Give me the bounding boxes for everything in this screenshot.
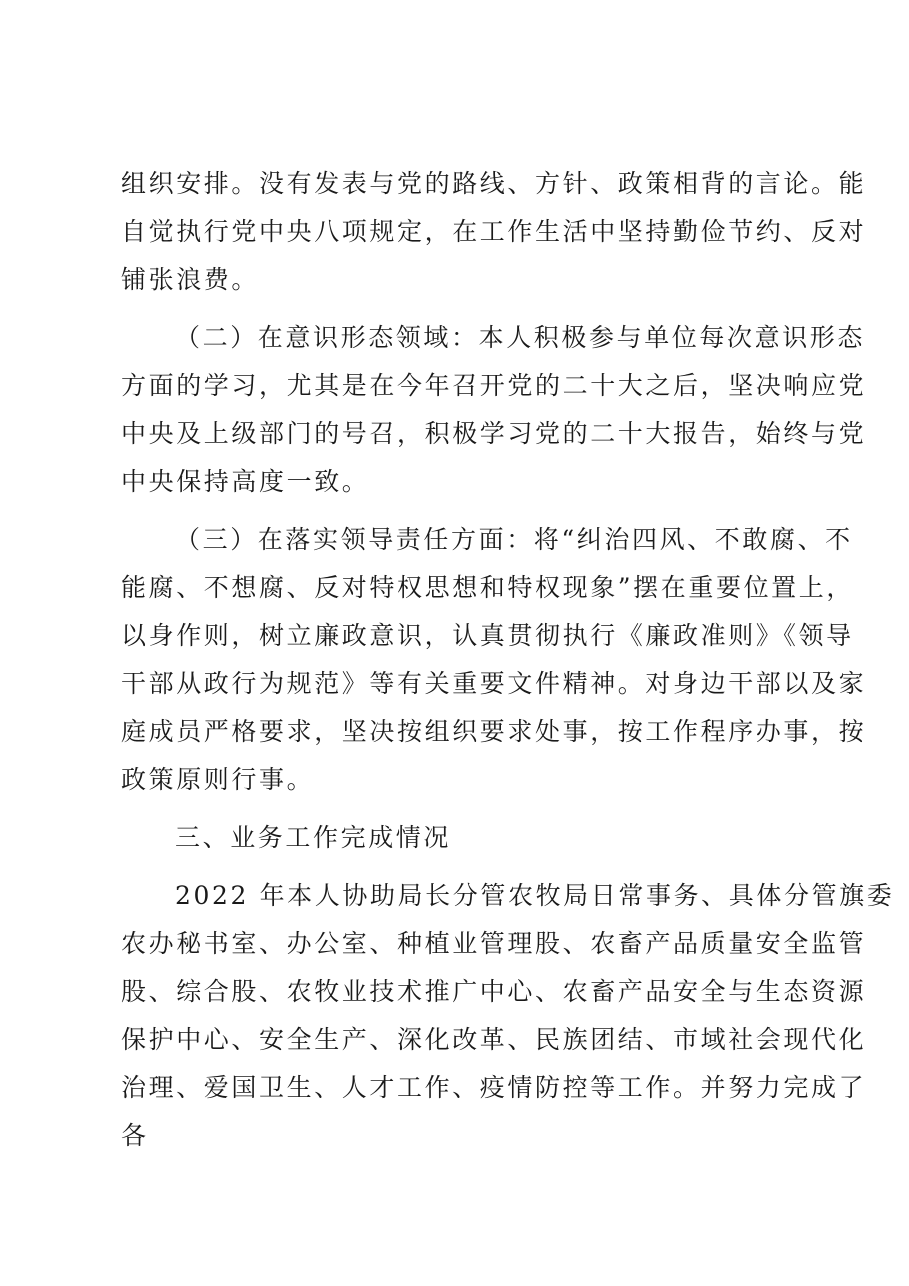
text-line: 农办秘书室、办公室、种植业管理股、农畜产品质量安全监管 — [121, 929, 867, 958]
paragraph-2 — [121, 314, 867, 506]
text-line: 2022 年本人协助局长分管农牧局日常事务、具体分管旗委 — [175, 881, 895, 910]
document-body — [121, 160, 895, 1160]
text-line: 方面的学习，尤其是在今年召开党的二十大之后，坚决响应党 — [121, 371, 867, 400]
text-line: 政策原则行事。 — [121, 765, 315, 794]
text-line: 铺张浪费。 — [121, 265, 260, 294]
text-line: 治理、爱国卫生、人才工作、疫情防控等工作。并努力完成了 — [121, 1073, 867, 1102]
text-line: （二）在意识形态领域：本人积极参与单位每次意识形态 — [175, 323, 866, 352]
text-line: 保护中心、安全生产、深化改革、民族团结、市域社会现代化 — [121, 1025, 867, 1054]
text-line: 股、综合股、农牧业技术推广中心、农畜产品安全与生态资源 — [121, 977, 867, 1006]
text-line: 庭成员严格要求，坚决按组织要求处事，按工作程序办事，按 — [121, 717, 867, 746]
text-line: 中央保持高度一致。 — [121, 467, 370, 496]
paragraph-1 — [121, 160, 867, 304]
text-line: 自觉执行党中央八项规定，在工作生活中坚持勤俭节约、反对 — [121, 217, 867, 246]
text-line: 能腐、不想腐、反对特权思想和特权现象”摆在重要位置上， — [121, 573, 854, 602]
text-line: 以身作则，树立廉政意识，认真贯彻执行《廉政准则》《领导 — [121, 621, 854, 650]
text-line: 组织安排。没有发表与党的路线、方针、政策相背的言论。能 — [121, 169, 867, 198]
section-heading: 三、业务工作完成情况 — [175, 823, 452, 852]
paragraph-3 — [121, 516, 867, 804]
text-line: 各 — [121, 1121, 149, 1150]
paragraph-4 — [121, 872, 895, 1160]
text-line: 干部从政行为规范》等有关重要文件精神。对身边干部以及家 — [121, 669, 867, 698]
text-line: （三）在落实领导责任方面：将“纠治四风、不敢腐、不 — [175, 525, 853, 554]
text-line: 中央及上级部门的号召，积极学习党的二十大报告，始终与党 — [121, 419, 867, 448]
